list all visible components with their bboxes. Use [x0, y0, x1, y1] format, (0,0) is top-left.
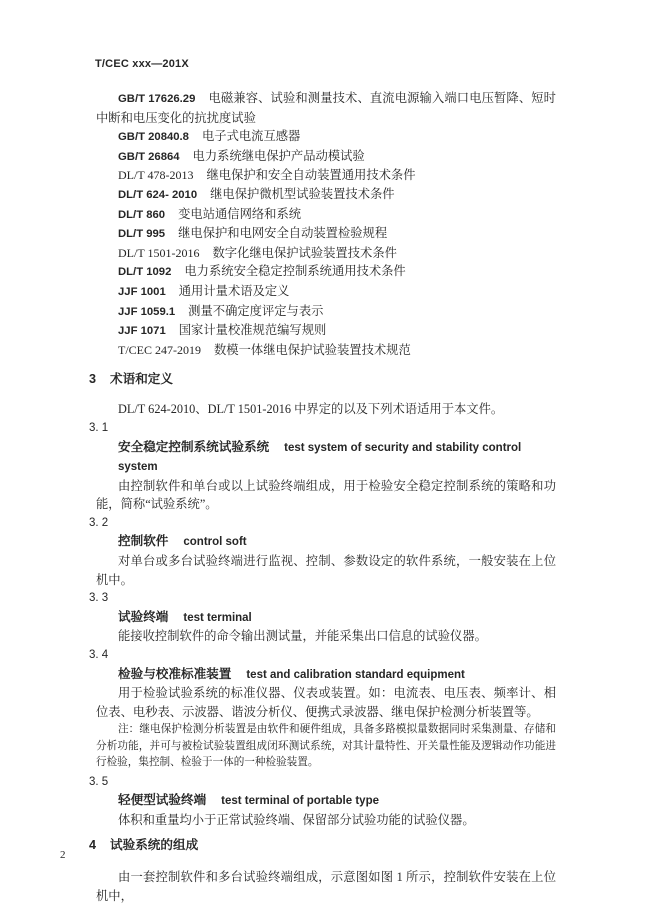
reference-code: DL/T 995: [118, 228, 166, 241]
reference-title: 电力系统安全稳定控制系统通用技术条件: [184, 264, 406, 279]
term-en: test terminal of portable type: [221, 795, 379, 808]
reference-item: [96, 262, 556, 282]
reference-title: 测量不确定度评定与表示: [188, 303, 324, 318]
reference-item: [96, 282, 556, 302]
reference-item: [96, 224, 556, 244]
reference-title: 电磁兼容、试验和测量技术、直流电源输入端口电压暂降、短时中断和电压变化的抗扰度试验: [96, 91, 556, 125]
reference-code: JJF 1071: [118, 325, 166, 338]
reference-title: 继电保护和安全自动装置通用技术条件: [206, 168, 416, 183]
reference-item: [96, 89, 556, 127]
clause-3-4: [89, 646, 556, 772]
term-definition: 由控制软件和单台或以上试验终端组成，用于检验安全稳定控制系统的策略和功能，简称“试验系统”。: [96, 478, 556, 512]
clause-number: 3. 2: [89, 516, 109, 529]
reference-code: GB/T 26864: [118, 150, 180, 163]
reference-item: [96, 147, 556, 167]
section4-number: 4: [89, 838, 97, 853]
reference-code: DL/T 1501-2016: [118, 245, 200, 260]
reference-item: [96, 127, 556, 147]
reference-item: [96, 166, 556, 185]
term-zh: 控制软件: [118, 534, 169, 549]
term-note: 注：继电保护检测分析装置是由软件和硬件组成，具备多路模拟量数据同时采集测量、存储和分析功能，并可与被检试验装置组成闭环测试系统，对其计量特性、开关量性能及逻辑动作功能进行检验，集控制、检验于一体的一种检验装置。: [96, 724, 556, 769]
reference-item: [96, 321, 556, 341]
references-list: [96, 89, 556, 359]
term-definition: 对单台或多台试验终端进行监视、控制、参数设定的软件系统，一般安装在上位机中。: [96, 554, 556, 587]
term-line: [96, 665, 556, 685]
term-line: [96, 438, 556, 477]
reference-code: JJF 1059.1: [118, 305, 176, 318]
reference-code: DL/T 860: [118, 208, 166, 221]
term-en: test system of security and stability control system: [118, 441, 522, 474]
reference-title: 数模一体继电保护试验装置技术规范: [214, 342, 411, 357]
section3-heading: [89, 371, 556, 388]
term-line: [96, 532, 556, 552]
section4-heading: [89, 837, 556, 854]
clause-number: 3. 3: [89, 592, 109, 605]
reference-title: 电子式电流互感器: [201, 129, 301, 144]
reference-code: JJF 1001: [118, 285, 166, 298]
clause-3-1: [89, 419, 556, 514]
reference-title: 通用计量术语及定义: [178, 283, 290, 298]
term-en: control soft: [183, 536, 247, 549]
section3-number: 3: [89, 372, 97, 387]
clause-3-5: [89, 773, 556, 830]
page-number: 2: [60, 849, 66, 861]
reference-item: [96, 244, 556, 263]
clause-number: 3. 4: [89, 649, 109, 662]
reference-title: 继电保护微机型试验装置技术条件: [210, 186, 395, 201]
term-definition: 用于检验试验系统的标准仪器、仪表或装置。如：电流表、电压表、频率计、相位表、电秒表、示波器、谐波分析仪、便携式录波器、继电保护检测分析装置等。: [96, 686, 556, 719]
reference-item: [96, 185, 556, 205]
reference-code: DL/T 478-2013: [118, 168, 194, 183]
section4-title: 试验系统的组成: [110, 838, 199, 853]
reference-title: 电力系统继电保护产品动模试验: [192, 148, 365, 163]
reference-title: 继电保护和电网安全自动装置检验规程: [178, 226, 388, 241]
reference-title: 国家计量校准规范编写规则: [178, 323, 327, 338]
reference-item: [96, 341, 556, 360]
term-en: test terminal: [183, 611, 252, 624]
reference-title: 变电站通信网络和系统: [178, 206, 302, 221]
clause-3-2: [89, 514, 556, 589]
term-zh: 试验终端: [118, 609, 169, 624]
reference-title: 数字化继电保护试验装置技术条件: [212, 245, 397, 260]
term-definition: 能接收控制软件的命令输出测试量，并能采集出口信息的试验仪器。: [118, 629, 487, 644]
clause-number: 3. 5: [89, 775, 109, 788]
reference-code: T/CEC 247-2019: [118, 342, 201, 357]
reference-item: [96, 205, 556, 225]
term-definition: 体积和重量均小于正常试验终端、保留部分试验功能的试验仪器。: [118, 812, 475, 827]
term-zh: 检验与校准标准装置: [118, 666, 232, 681]
term-en: test and calibration standard equipment: [246, 668, 465, 681]
reference-code: GB/T 17626.29: [118, 93, 196, 105]
term-zh: 安全稳定控制系统试验系统: [118, 439, 270, 454]
clause-3-3: [89, 589, 556, 646]
section3-intro: DL/T 624-2010、DL/T 1501-2016 中界定的以及下列术语适用于本文件。: [118, 402, 504, 417]
section3-title: 术语和定义: [110, 372, 173, 387]
reference-code: DL/T 624- 2010: [118, 188, 198, 201]
document-header: T/CEC xxx—201X: [95, 58, 189, 70]
reference-item: [96, 302, 556, 322]
reference-code: DL/T 1092: [118, 266, 172, 279]
section4-paragraph: 由一套控制软件和多台试验终端组成，示意图如图 1 所示，控制软件安装在上位机中，: [96, 870, 556, 903]
term-zh: 轻便型试验终端: [118, 793, 207, 808]
reference-code: GB/T 20840.8: [118, 131, 189, 144]
clause-number: 3. 1: [89, 421, 109, 434]
term-line: [96, 608, 556, 628]
term-line: [96, 791, 556, 811]
